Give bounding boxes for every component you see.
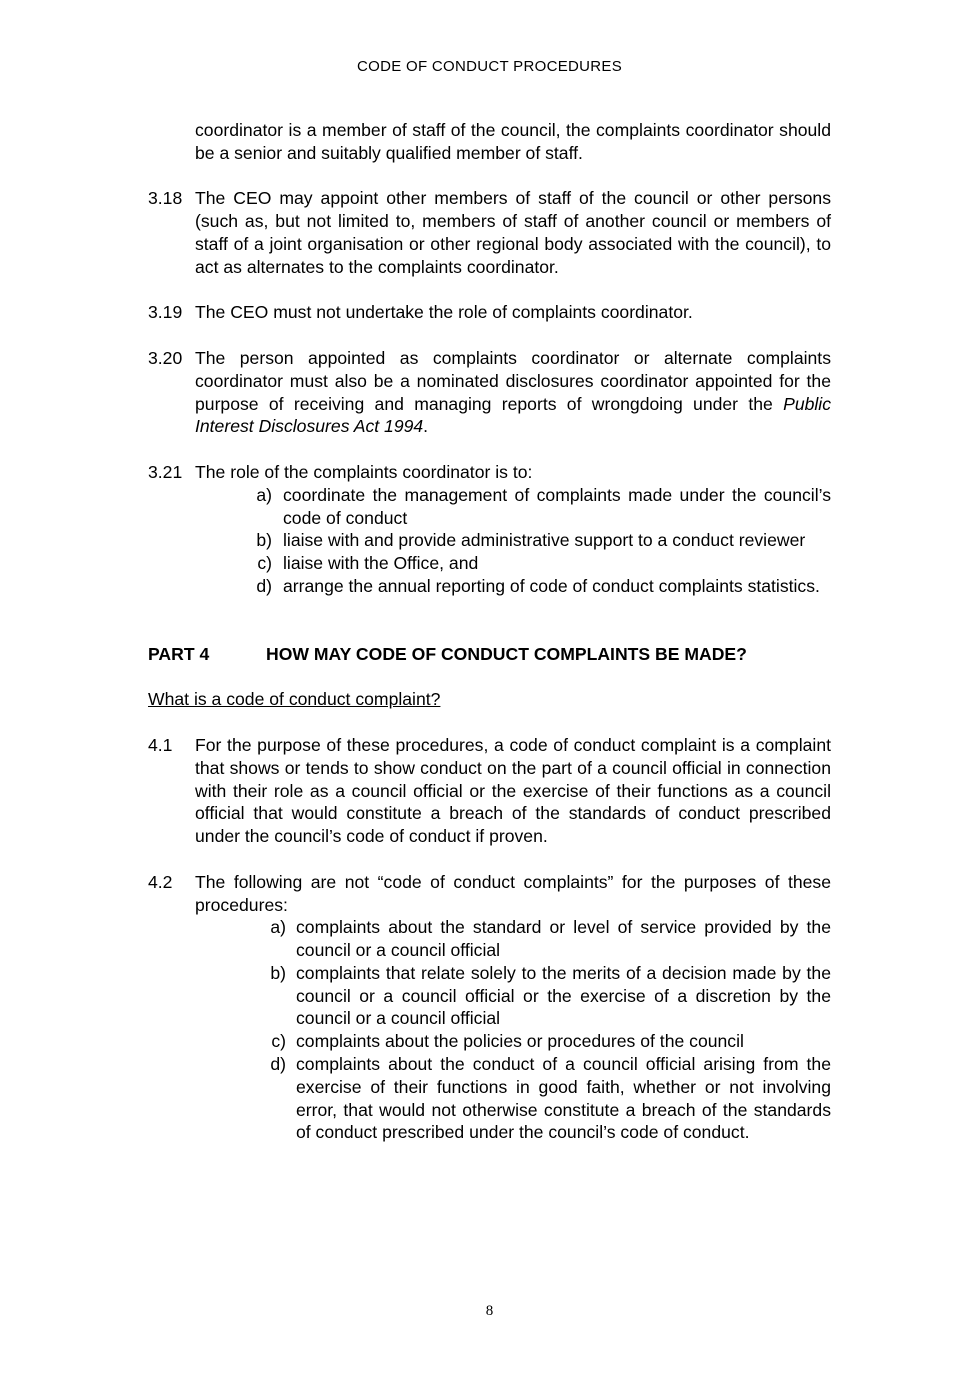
list-item-label: a) [256,484,272,505]
part-number: PART 4 [148,643,210,664]
list-item-label: c) [257,553,272,574]
page-body [148,119,831,1144]
paragraph-3-19 [148,301,831,324]
list-item [148,962,831,1030]
section-subheading: What is a code of conduct complaint? [148,689,441,710]
paragraph-continuation [148,119,831,165]
page-number: 8 [485,1303,494,1319]
list-item-label: c) [271,1031,286,1052]
list-item [148,575,831,598]
list-item [148,1030,831,1053]
list-item [148,529,831,552]
paragraph-number: 3.20 [148,347,183,368]
paragraph-number: 4.1 [148,734,173,755]
paragraph-number: 3.21 [148,461,183,482]
paragraph-number: 4.2 [148,871,173,892]
paragraph-text: For the purpose of these procedures, a code of conduct complaint is a complaint that shows or tends to show conduct on the part of a council official in connection with their role as a council official or the exercise of their functions as a council official that would constitute a breach of the standards of conduct prescribed under the council’s code of conduct if proven. [195,734,831,847]
act-name: Public Interest Disclosures Act 1994 [195,393,831,437]
paragraph-number: 3.18 [148,188,183,209]
paragraph-text: The person appointed as complaints coordinator or alternate complaints coordinator must also be a nominated disclosures coordinator appointed for the purpose of receiving and managing reports of wrongdoing under the [195,347,831,414]
list-item-text: complaints that relate solely to the merits of a decision made by the council or a council official or the exercise of a discretion by the council or a council official [296,962,831,1029]
list-item [148,1053,831,1144]
list-item-text: coordinate the management of complaints made under the council’s code of conduct [283,484,831,528]
list-item-label: b) [270,962,286,983]
list-item-text: arrange the annual reporting of code of conduct complaints statistics. [283,575,820,596]
paragraph-text-end: . [423,416,429,437]
list-item-label: d) [256,575,272,596]
list-item-text: complaints about the policies or procedures of the council [296,1031,744,1052]
paragraph-intro: The following are not “code of conduct complaints” for the purposes of these procedures: [195,871,831,915]
paragraph-3-21 [148,461,831,598]
list-item-label: b) [256,530,272,551]
sub-list [148,484,831,598]
part-heading [148,643,831,666]
list-item [148,484,831,530]
paragraph-3-20 [148,347,831,438]
list-item [148,916,831,962]
paragraph-text: The CEO must not undertake the role of complaints coordinator. [195,302,693,323]
paragraph-text: The CEO may appoint other members of staff of the council or other persons (such as, but not limited to, members of staff of another council or members of staff of a joint organisation or other regional body associated with the council), to act as alternates to the complaints coordinator. [195,188,831,277]
list-item-label: a) [270,917,286,938]
sub-list [148,916,831,1144]
paragraph-number: 3.19 [148,302,183,323]
paragraph-4-1 [148,734,831,848]
paragraph-4-2 [148,871,831,1145]
list-item-text: liaise with the Office, and [283,553,479,574]
list-item [148,552,831,575]
running-header: CODE OF CONDUCT PROCEDURES [356,58,623,75]
list-item-text: complaints about the conduct of a council official arising from the exercise of their functions in good faith, whether or not involving error, that would not otherwise constitute a breach of the standards of conduct prescribed under the council’s code of conduct. [296,1054,831,1143]
paragraph-intro: The role of the complaints coordinator is to: [195,461,533,482]
list-item-text: complaints about the standard or level of service provided by the council or a council official [296,917,831,961]
list-item-text: liaise with and provide administrative support to a conduct reviewer [283,530,806,551]
paragraph-text: coordinator is a member of staff of the council, the complaints coordinator should be a senior and suitably qualified member of staff. [195,120,831,163]
paragraph-3-18 [148,187,831,278]
part-title: HOW MAY CODE OF CONDUCT COMPLAINTS BE MADE? [266,643,747,664]
list-item-label: d) [270,1054,286,1075]
